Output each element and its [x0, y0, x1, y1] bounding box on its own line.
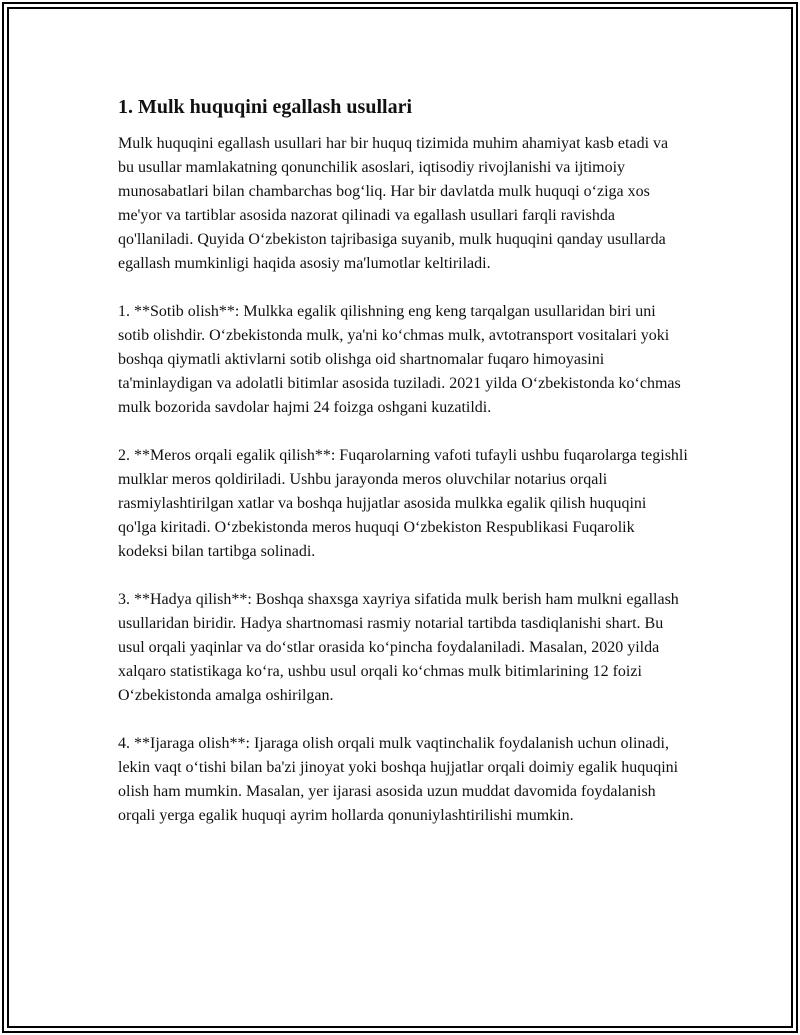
paragraph-sotib-olish: 1. **Sotib olish**: Mulkka egalik qilishning eng keng tarqalgan usullaridan biri uni sotib olishdir. O‘zbekistonda mulk, ya'ni ko‘chmas mulk, avtotransport vositalari yoki boshqa qiymatli aktivlarni sotib olishga oid shartnomalar fuqaro himoyasini ta'minlaydigan va adolatli bitimlar asosida tuziladi. 2021 yilda O‘zbekistonda ko‘chmas mulk bozorida savdolar hajmi 24 foizga oshgani kuzatildi.: [118, 303, 681, 416]
paragraph-meros: 2. **Meros orqali egalik qilish**: Fuqarolarning vafoti tufayli ushbu fuqarolarga tegishli mulklar meros qoldiriladi. Ushbu jarayonda meros oluvchilar notarius orqali rasmiylashtirilgan xatlar va boshqa hujjatlar asosida mulkka egalik qilish huquqini qo'lga kiritadi. O‘zbekistonda meros huquqi O‘zbekiston Respublikasi Fuqarolik kodeksi bilan tartibga solinadi.: [118, 447, 688, 560]
paragraph-intro: Mulk huquqini egallash usullari har bir huquq tizimida muhim ahamiyat kasb etadi va bu usullar mamlakatning qonunchilik asoslari, iqtisodiy rivojlanishi va ijtimoiy munosabatlari bilan chambarchas bog‘liq. Har bir davlatda mulk huquqi o‘ziga xos me'yor va tartiblar asosida nazorat qilinadi va egallash usullari farqli ravishda qo'llaniladi. Quyida O‘zbekiston tajribasiga suyanib, mulk huquqini qanday usullarda egallash mumkinligi haqida asosiy ma'lumotlar keltiriladi.: [118, 135, 669, 272]
document-body: [118, 94, 688, 852]
paragraph-hadya: 3. **Hadya qilish**: Boshqa shaxsga xayriya sifatida mulk berish ham mulkni egallash usullaridan biridir. Hadya shartnomasi rasmiy notarial tartibda tasdiqlanishi shart. Bu usul orqali yaqinlar va do‘stlar orasida ko‘pincha foydalaniladi. Masalan, 2020 yilda xalqaro statistikaga ko‘ra, ushbu usul orqali ko‘chmas mulk bitimlarining 12 foizi O‘zbekistonda amalga oshirilgan.: [118, 591, 679, 704]
document-title: 1. Mulk huquqini egallash usullari: [118, 96, 413, 118]
paragraph-ijara: 4. **Ijaraga olish**: Ijaraga olish orqali mulk vaqtinchalik foydalanish uchun olinadi, lekin vaqt o‘tishi bilan ba'zi jinoyat yoki boshqa hujjatlar orqali doimiy egalik huquqini olish ham mumkin. Masalan, yer ijarasi asosida uzun muddat davomida foydalanish orqali yerga egalik huquqi ayrim hollarda qonuniylashtirilishi mumkin.: [118, 735, 679, 824]
